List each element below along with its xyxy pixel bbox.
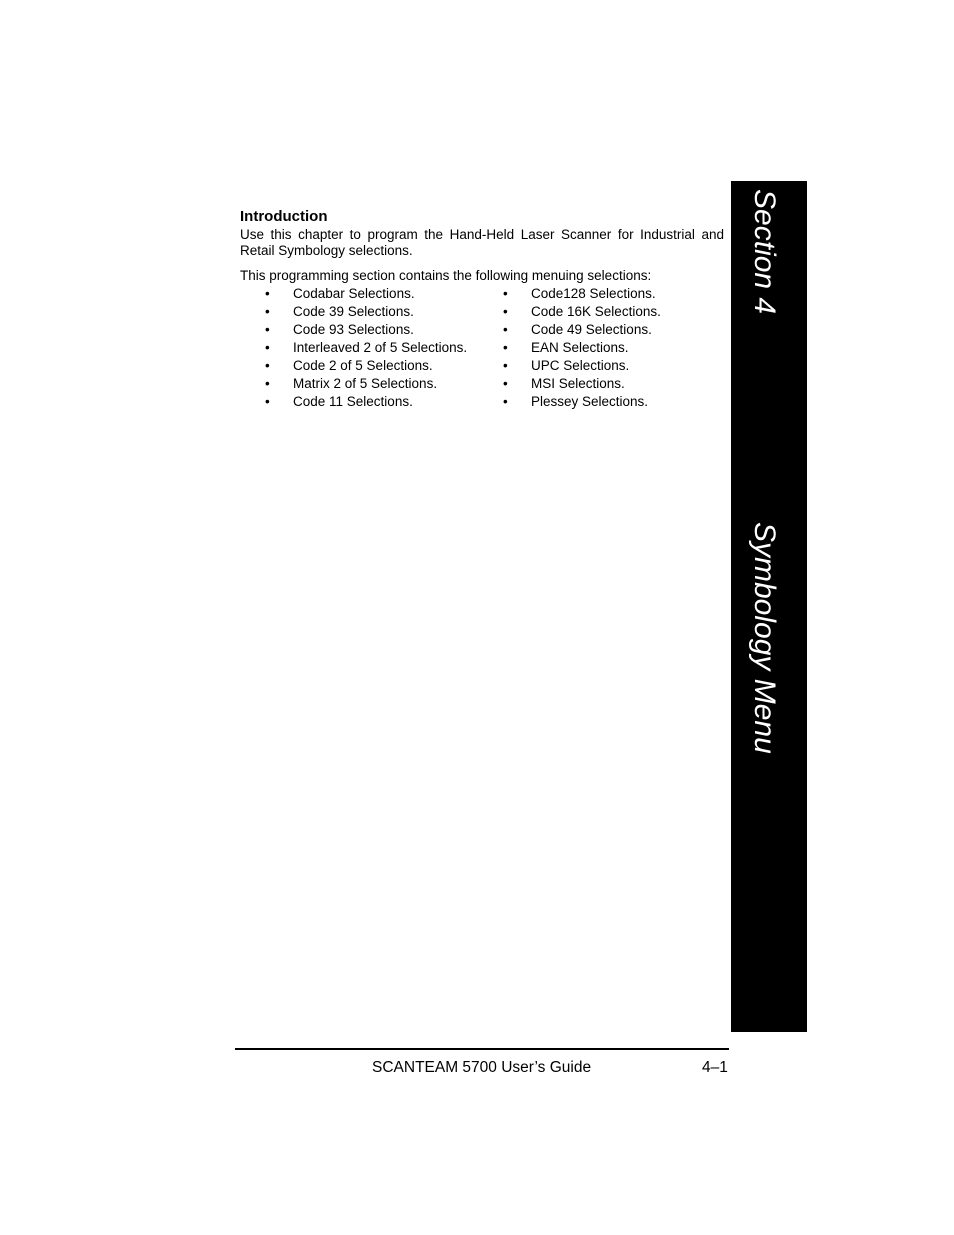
list-item-label: Code 2 of 5 Selections. (293, 358, 433, 373)
list-item-label: Codabar Selections. (293, 286, 415, 301)
section-side-tab (731, 181, 807, 1032)
bullet-icon: • (265, 340, 270, 355)
bullet-icon: • (503, 322, 508, 337)
list-item (265, 303, 467, 321)
list-item-label: Code 93 Selections. (293, 322, 414, 337)
bullet-icon: • (503, 394, 508, 409)
list-item (265, 321, 467, 339)
section-heading: Introduction (240, 208, 328, 225)
list-item-label: MSI Selections. (531, 376, 625, 391)
bullet-icon: • (503, 358, 508, 373)
right-selection-list (503, 285, 661, 411)
list-item-label: Code 39 Selections. (293, 304, 414, 319)
list-item-label: Interleaved 2 of 5 Selections. (293, 340, 468, 355)
bullet-icon: • (265, 286, 270, 301)
list-item-label: Code 16K Selections. (531, 304, 661, 319)
list-lead-text: This programming section contains the following menuing selections: (240, 268, 652, 283)
bullet-icon: • (265, 304, 270, 319)
list-item-label: EAN Selections. (531, 340, 629, 355)
footer-divider (235, 1048, 729, 1050)
intro-paragraph: Use this chapter to program the Hand-Held Laser Scanner for Industrial and Retail Symbology selections. (240, 227, 724, 258)
footer-guide-title: SCANTEAM 5700 User’s Guide (372, 1059, 592, 1076)
bullet-icon: • (503, 376, 508, 391)
footer-page-number: 4–1 (702, 1059, 728, 1076)
list-item (265, 393, 467, 411)
list-item (265, 357, 467, 375)
list-item (503, 393, 661, 411)
bullet-icon: • (265, 322, 270, 337)
bullet-icon: • (503, 304, 508, 319)
list-item-label: Matrix 2 of 5 Selections. (293, 376, 438, 391)
main-content (240, 207, 724, 415)
list-item (265, 285, 467, 303)
list-item-label: Code 11 Selections. (293, 394, 413, 409)
list-item-label: Code 49 Selections. (531, 322, 652, 337)
bullet-icon: • (265, 376, 270, 391)
list-item (503, 321, 661, 339)
side-tab-title: Symbology Menu (748, 522, 781, 754)
bullet-icon: • (265, 358, 270, 373)
list-item (265, 375, 467, 393)
list-item-label: Code128 Selections. (531, 286, 656, 301)
list-item-label: UPC Selections. (531, 358, 630, 373)
list-item (503, 357, 661, 375)
bullet-icon: • (503, 286, 508, 301)
list-item (503, 375, 661, 393)
side-tab-text (739, 189, 789, 1009)
list-item (503, 285, 661, 303)
list-item (503, 303, 661, 321)
side-tab-section-label: Section 4 (748, 189, 781, 315)
selection-lists (240, 285, 724, 415)
bullet-icon: • (503, 340, 508, 355)
list-item (265, 339, 467, 357)
left-selection-list (265, 285, 467, 411)
list-item-label: Plessey Selections. (531, 394, 649, 409)
list-item (503, 339, 661, 357)
bullet-icon: • (265, 394, 270, 409)
